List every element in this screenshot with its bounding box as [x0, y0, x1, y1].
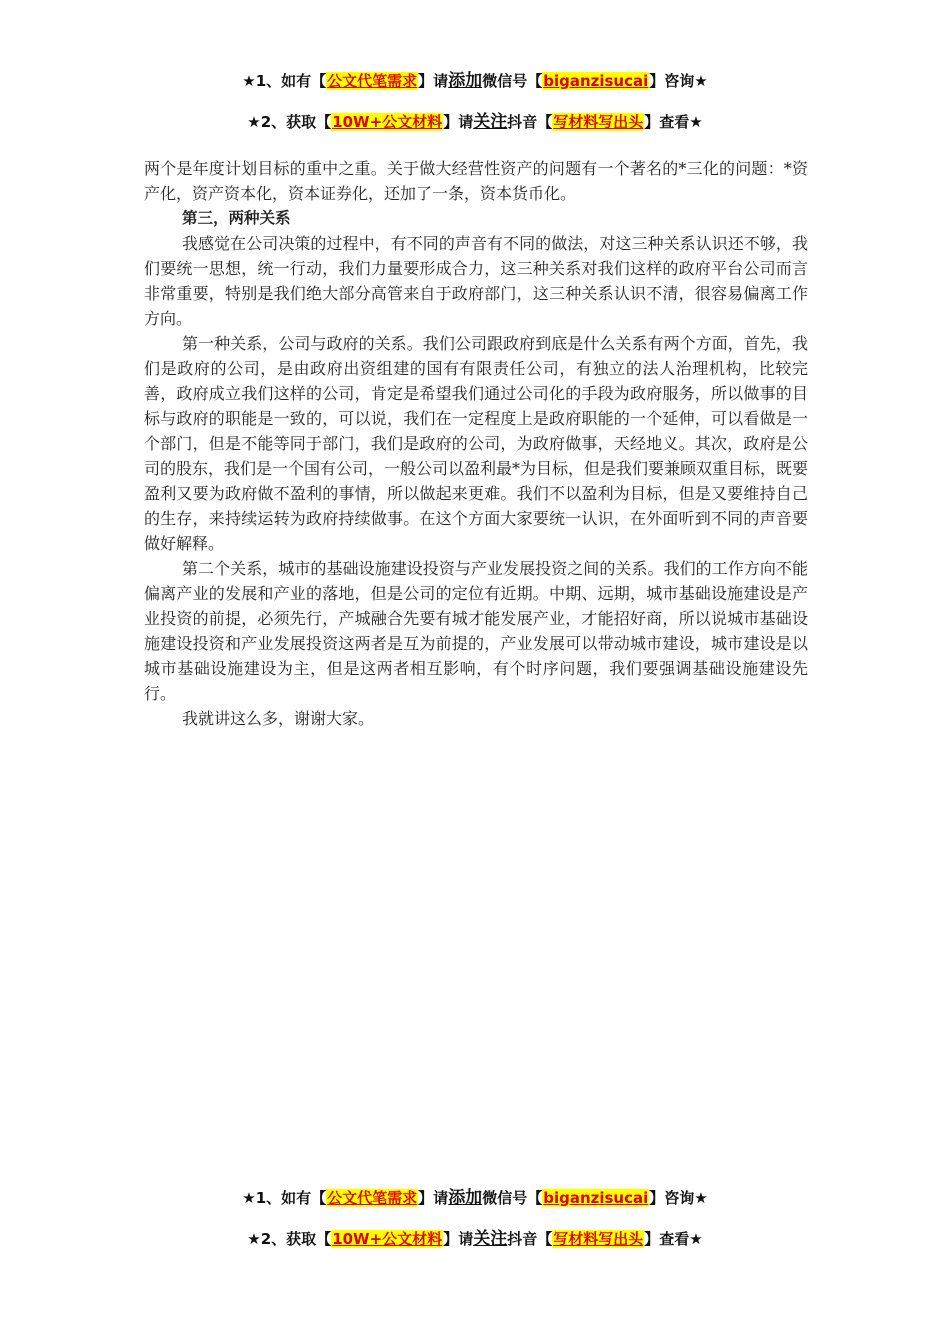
banner-text: 抖音【 — [507, 113, 553, 131]
header-banner-line-2 — [0, 111, 950, 133]
banner-highlight: 公文代笔需求 — [327, 72, 418, 90]
banner-wechat-id: biganzisucai — [543, 1189, 649, 1207]
banner-text: 微信号【 — [482, 1189, 543, 1207]
section-heading: 第三，两种关系 — [182, 209, 291, 227]
banner-emphasis: 关注 — [473, 112, 508, 132]
banner-text: 】请 — [418, 72, 449, 90]
banner-text: 抖音【 — [507, 1230, 553, 1248]
footer-banner-line-1 — [0, 1187, 950, 1209]
banner-text: 】咨询★ — [649, 1189, 708, 1207]
header-banner-line-1 — [0, 70, 950, 92]
banner-highlight: 10W+公文材料 — [332, 113, 443, 131]
banner-douyin-id: 写材料写出头 — [553, 113, 644, 131]
banner-text: ★2、获取【 — [247, 113, 332, 131]
document-body — [144, 156, 808, 731]
banner-highlight: 公文代笔需求 — [327, 1189, 418, 1207]
banner-text: 】请 — [443, 1230, 474, 1248]
banner-emphasis: 关注 — [473, 1229, 508, 1249]
paragraph: 我感觉在公司决策的过程中，有不同的声音有不同的做法，对这三种关系认识还不够，我们要统一思想，统一行动，我们力量要形成合力，这三种关系对我们这样的政府平台公司而言非常重要，特别是我们绝大部分高管来自于政府部门，这三种关系认识不清，很容易偏离工作方向。 — [144, 234, 808, 328]
banner-wechat-id: biganzisucai — [543, 72, 649, 90]
banner-emphasis: 添加 — [448, 71, 483, 91]
banner-text: 】咨询★ — [649, 72, 708, 90]
banner-text: ★1、如有【 — [242, 72, 327, 90]
banner-text: 】查看★ — [644, 1230, 703, 1248]
banner-douyin-id: 写材料写出头 — [553, 1230, 644, 1248]
paragraph: 第二个关系，城市的基础设施建设投资与产业发展投资之间的关系。我们的工作方向不能偏离产业的发展和产业的落地，但是公司的定位有近期。中期、远期，城市基础设施建设是产业投资的前提，必须先行，产城融合先要有城才能发展产业，才能招好商，所以说城市基础设施建设投资和产业发展投资这两者是互为前提的，产业发展可以带动城市建设，城市建设是以城市基础设施建设为主，但是这两者相互影响，有个时序问题，我们要强调基础设施建设先行。 — [144, 559, 808, 703]
banner-text: 】查看★ — [644, 113, 703, 131]
banner-highlight: 10W+公文材料 — [332, 1230, 443, 1248]
paragraph: 我就讲这么多，谢谢大家。 — [182, 709, 375, 728]
footer-banner-line-2 — [0, 1228, 950, 1250]
banner-text: 】请 — [418, 1189, 449, 1207]
banner-emphasis: 添加 — [448, 1188, 483, 1208]
paragraph: 两个是年度计划目标的重中之重。关于做大经营性资产的问题有一个著名的*三化的问题：*资产化，资产资本化，资本证券化，还加了一条，资本货币化。 — [144, 159, 808, 203]
banner-text: ★1、如有【 — [242, 1189, 327, 1207]
banner-text: ★2、获取【 — [247, 1230, 332, 1248]
banner-text: 】请 — [443, 113, 474, 131]
paragraph: 第一种关系，公司与政府的关系。我们公司跟政府到底是什么关系有两个方面，首先，我们是政府的公司，是由政府出资组建的国有有限责任公司，有独立的法人治理机构，比较完善，政府成立我们这样的公司，肯定是希望我们通过公司化的手段为政府服务，所以做事的目标与政府的职能是一致的，可以说，我们在一定程度上是政府职能的一个延伸，可以看做是一个部门，但是不能等同于部门，我们是政府的公司，为政府做事，天经地义。其次，政府是公司的股东，我们是一个国有公司，一般公司以盈利最*为目标，但是我们要兼顾双重目标，既要盈利又要为政府做不盈利的事情，所以做起来更难。我们不以盈利为目标，但是又要维持自己的生存，来持续运转为政府持续做事。在这个方面大家要统一认识，在外面听到不同的声音要做好解释。 — [144, 334, 809, 553]
banner-text: 微信号【 — [482, 72, 543, 90]
